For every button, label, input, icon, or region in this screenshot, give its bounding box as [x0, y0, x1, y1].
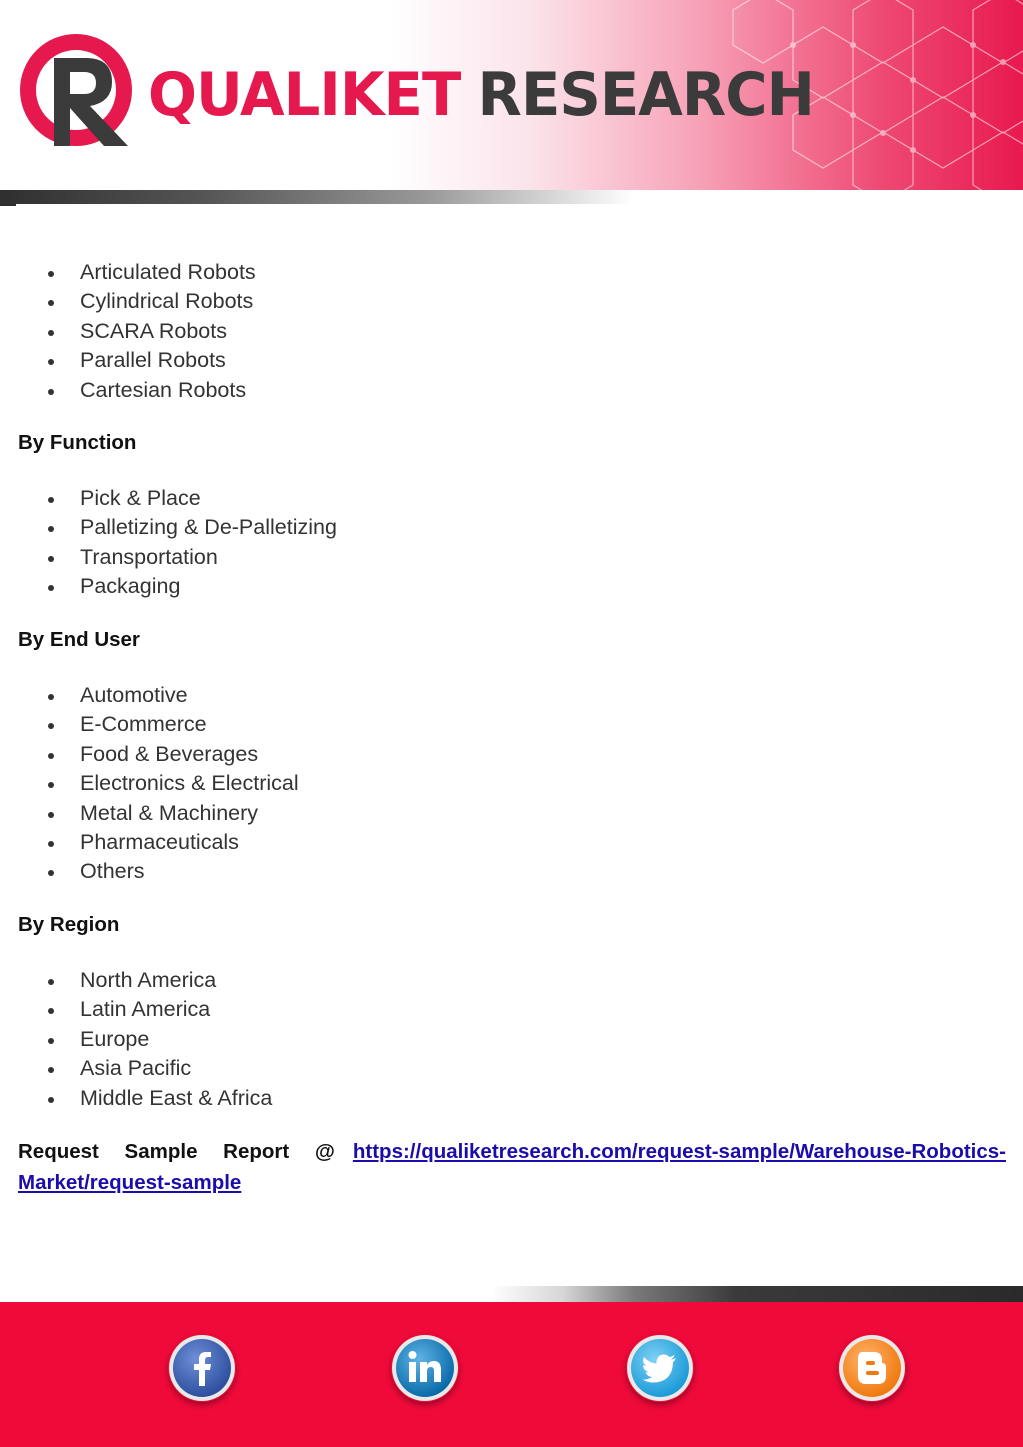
list-item: Middle East & Africa — [0, 1084, 272, 1113]
list-item: Parallel Robots — [0, 346, 256, 375]
brand-name — [148, 60, 814, 130]
list-item: Electronics & Electrical — [0, 769, 299, 798]
end-user-list — [0, 681, 299, 887]
list-item: SCARA Robots — [0, 317, 256, 346]
list-item: Articulated Robots — [0, 258, 256, 287]
list-item: Asia Pacific — [0, 1054, 272, 1083]
list-item: Food & Beverages — [0, 740, 299, 769]
header-divider-notch — [0, 204, 16, 206]
blogger-icon[interactable] — [838, 1334, 906, 1402]
linkedin-icon[interactable] — [391, 1334, 459, 1402]
robot-type-list — [0, 258, 256, 405]
list-item: Latin America — [0, 995, 272, 1024]
list-item: Packaging — [0, 572, 337, 601]
brand-word-research: RESEARCH — [477, 60, 814, 130]
list-item: Palletizing & De-Palletizing — [0, 513, 337, 542]
request-sample-link[interactable]: https://qualiketresearch.com/request-sample/Warehouse-Robotics-Market/request-sample — [18, 1140, 1006, 1194]
list-item: Automotive — [0, 681, 299, 710]
heading-by-function: By Function — [18, 431, 137, 454]
list-item: Pick & Place — [0, 484, 337, 513]
list-item: Cylindrical Robots — [0, 287, 256, 316]
facebook-icon[interactable] — [168, 1334, 236, 1402]
list-item: Europe — [0, 1025, 272, 1054]
heading-by-region: By Region — [18, 913, 120, 936]
list-item: E-Commerce — [0, 710, 299, 739]
request-sample-label: Request Sample Report @ — [18, 1140, 335, 1163]
region-list — [0, 966, 272, 1113]
list-item: Transportation — [0, 543, 337, 572]
header-divider-bar — [0, 190, 1023, 204]
twitter-icon[interactable] — [626, 1334, 694, 1402]
list-item: Others — [0, 857, 299, 886]
list-item: Metal & Machinery — [0, 799, 299, 828]
brand-word-qualiket: QUALIKET — [148, 60, 461, 130]
function-list — [0, 484, 337, 602]
list-item: North America — [0, 966, 272, 995]
page-header — [0, 0, 1023, 190]
heading-by-end-user: By End User — [18, 628, 140, 651]
list-item: Cartesian Robots — [0, 376, 256, 405]
qualiket-qr-logo-icon — [20, 34, 140, 150]
footer-divider-bar — [0, 1286, 1023, 1302]
request-sample-paragraph — [18, 1136, 1006, 1198]
list-item: Pharmaceuticals — [0, 828, 299, 857]
